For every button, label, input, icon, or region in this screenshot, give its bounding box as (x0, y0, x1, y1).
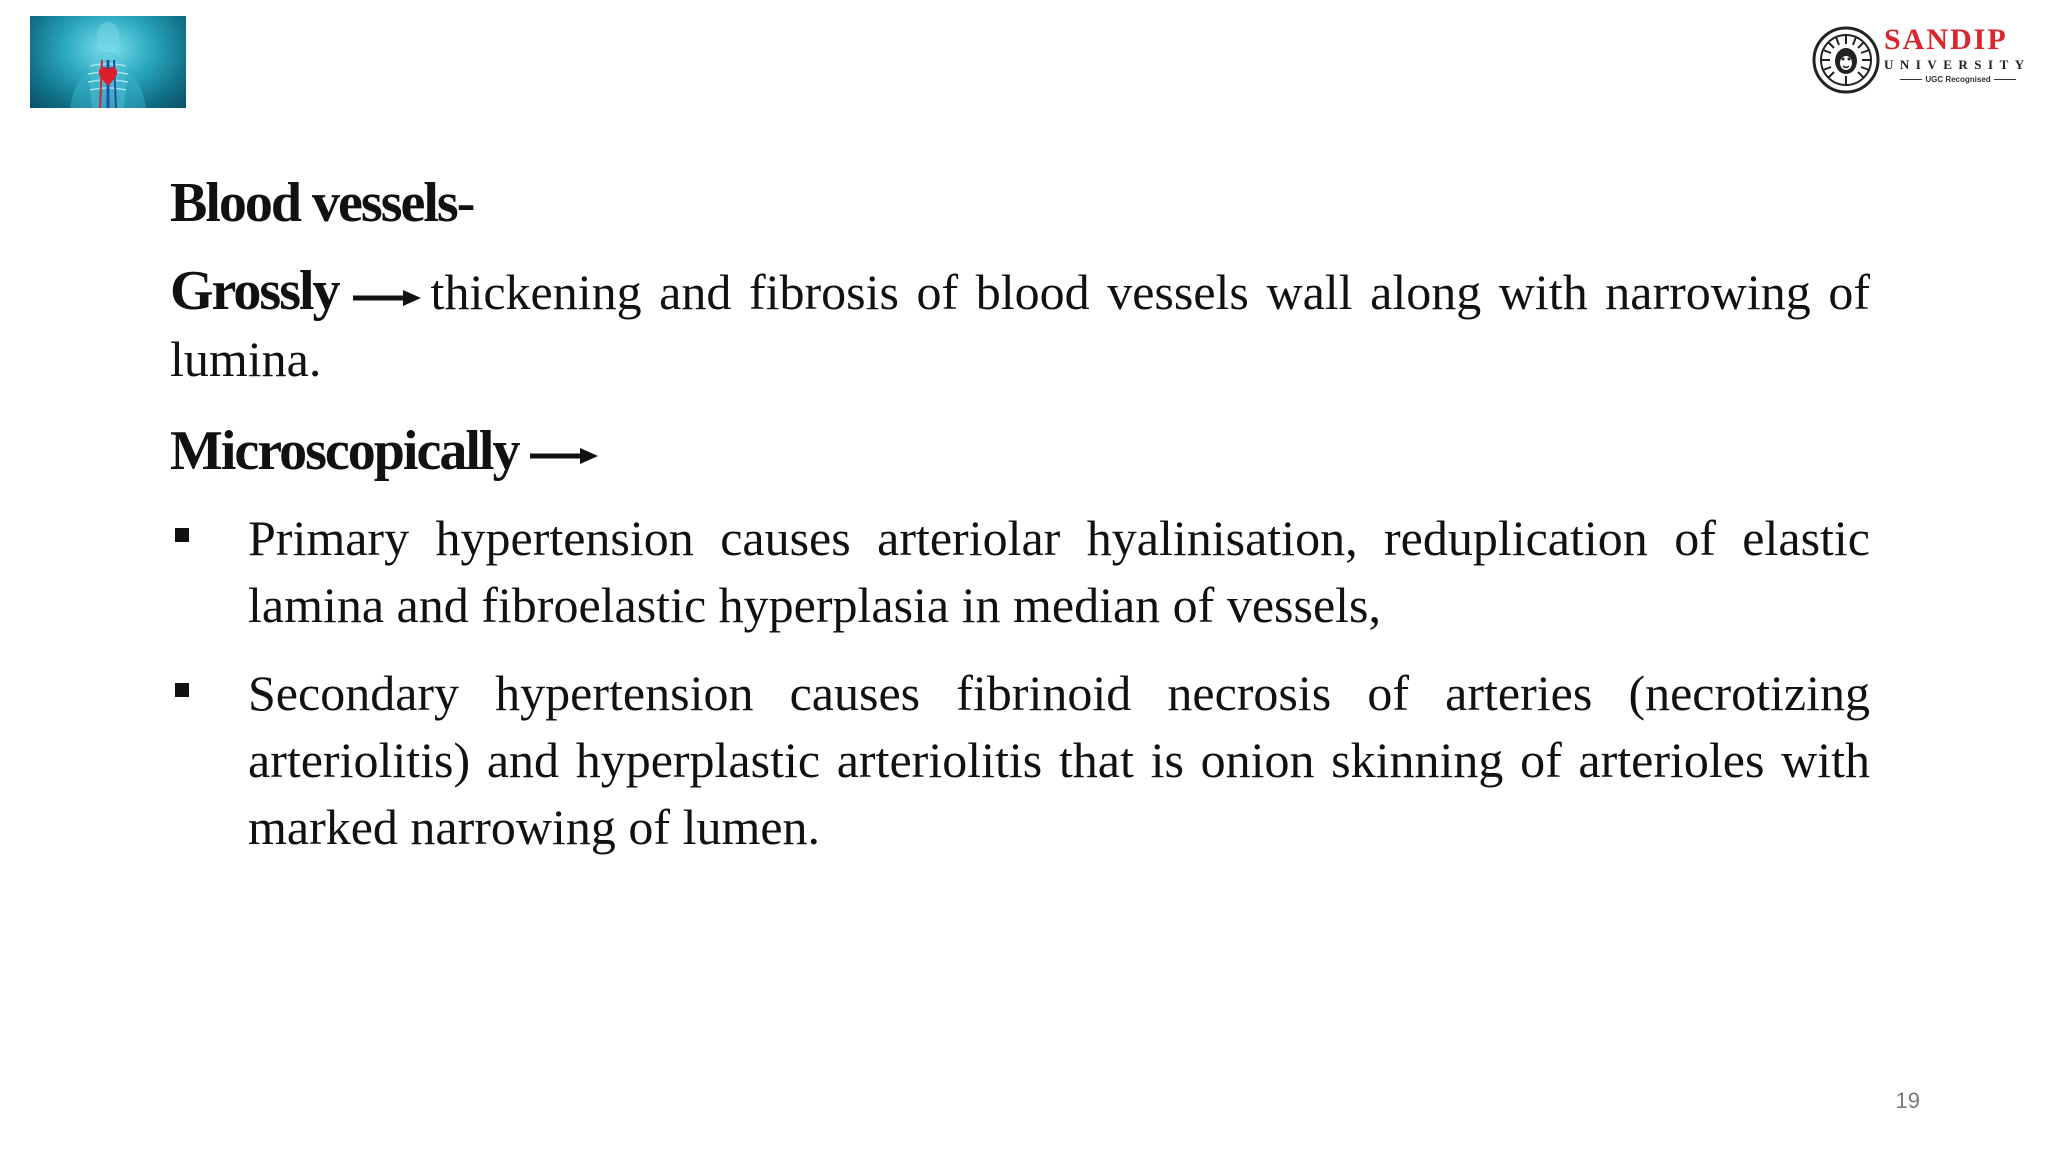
list-item (170, 660, 1870, 861)
bullet-list (170, 505, 1870, 882)
square-bullet-icon (175, 683, 189, 697)
body-heart-icon (30, 16, 186, 108)
right-arrow-icon (530, 446, 598, 466)
square-bullet-icon (175, 528, 189, 542)
microscopically-heading (170, 418, 608, 484)
logo-tagline (1884, 75, 2032, 85)
grossly-text: thickening and fibrosis of blood vessels wall along with narrowing of lumina. (170, 264, 1870, 387)
logo-subtitle: UNIVERSITY (1884, 57, 2031, 72)
list-item (170, 505, 1870, 639)
university-logo (1812, 24, 2032, 96)
bullet-text: Secondary hypertension causes fibrinoid necrosis of arteries (necrotizing arteriolitis) and hyperplastic arteriolitis that is onion skinning of arterioles with marked narrowing of lumen. (248, 665, 1870, 855)
grossly-paragraph (170, 258, 1870, 393)
logo-name: SANDIP (1884, 23, 2008, 56)
slide-heading: Blood vessels- (170, 172, 474, 234)
microscopically-label: Microscopically (170, 420, 519, 482)
page-number: 19 (1895, 1088, 1920, 1113)
right-arrow-icon (353, 288, 421, 308)
logo-tagline-text: UGC Recognised (1925, 75, 1991, 84)
grossly-label: Grossly (170, 260, 339, 322)
lion-seal-icon (1812, 26, 1880, 94)
cardiovascular-illustration (30, 16, 186, 108)
bullet-text: Primary hypertension causes arteriolar hyalinisation, reduplication of elastic lamina and fibroelastic hyperplasia in median of vessels, (248, 510, 1870, 633)
